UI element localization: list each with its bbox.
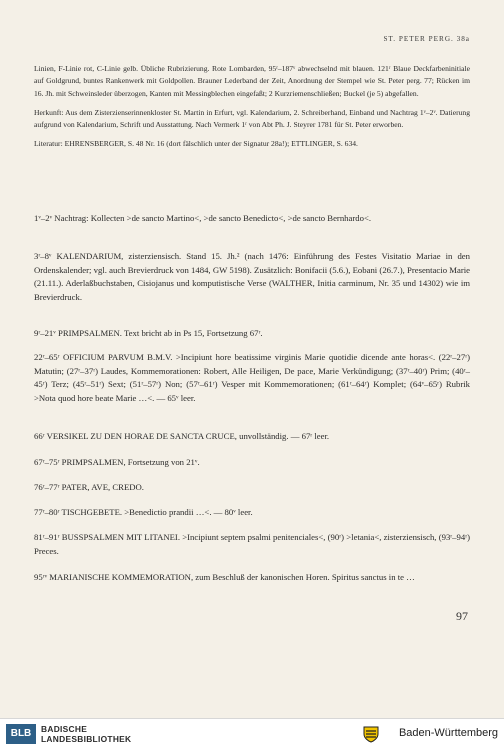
description-paragraph-literature: Literatur: EHRENSBERGER, S. 48 Nr. 16 (dort fälschlich unter der Signatur 28a!); ETTLINGER, S. 634. [34, 139, 358, 149]
description-section [34, 63, 470, 151]
viewer-footer [0, 718, 504, 749]
blb-wordmark[interactable]: BADISCHE LANDESBIBLIOTHEK [41, 724, 132, 744]
coat-of-arms-icon [362, 725, 380, 743]
entry-marianische-kommemoration: 95ʳᵛ MARIANISCHE KOMMEMORATION, zum Beschluß der kanonischen Horen. Spiritus sanctus in te … [34, 572, 415, 582]
page-number: 97 [456, 609, 468, 623]
blb-logo-icon[interactable]: BLB [6, 724, 36, 744]
entry-primpsalmen-1: 9ʳ–21ᵛ PRIMPSALMEN. Text bricht ab in Ps 15, Fortsetzung 67ʳ. [34, 328, 263, 338]
description-paragraph-provenance: Herkunft: Aus dem Zisterzienserinnenkloster St. Martin in Erfurt, vgl. Kalendarium, 2. Schreiberhand, Einband und Nachtrag 1ᵛ–2ᵛ. Datierung aufgrund von Kalendarium, Schrift und Ausstattung. Nach Vermerk 1ʳ von Abt Ph. J. Steyrer 1781 für St. Peter erworben. [34, 107, 470, 130]
entry-pater-ave-credo: 76ʳ–77ʳ PATER, AVE, CREDO. [34, 482, 144, 492]
entry-nachtrag: 1ᵛ–2ᵛ Nachtrag: Kollecten >de sancto Martino<, >de sancto Benedicto<, >de sancto Bernhardo<. [34, 213, 372, 223]
entry-primpsalmen-2: 67ʳ–75ʳ PRIMPSALMEN, Fortsetzung von 21ᵛ. [34, 457, 200, 467]
baden-wuerttemberg-wordmark[interactable]: Baden-Württemberg [398, 727, 498, 739]
running-head: ST. PETER PERG. 38a [383, 35, 470, 43]
entry-busspsalmen: 81ʳ–91ʳ BUSSPSALMEN MIT LITANEI. >Incipiunt septem psalmi penitenciales<, (90ʳ) >letania<, zisterziensisch, (93ʳ–94ʳ) Preces. [34, 532, 470, 556]
entry-versikel: 66ʳ VERSIKEL ZU DEN HORAE DE SANCTA CRUCE, unvollständig. — 67ʳ leer. [34, 431, 330, 441]
description-paragraph-physical: Linien, F-Linie rot, C-Linie gelb. Übliche Rubrizierung. Rote Lombarden, 95ʳ–187ᵛ abwechselnd mit blauen. 121ʳ Blaue Deckfarbeninitiale auf Goldgrund, buntes Rankenwerk mit Goldpollen. Brauner Lederband der Zeit, Anordnung der Stempel wie St. Peter perg. 77; Rücken im 16. Jh. mit Schweinsleder überzogen, Kanten mit Messingblechen eingefaßt; 2 Kurzriemenschließen; Buckel (je 5) abgefallen. [34, 64, 470, 98]
entry-officium-parvum: 22ʳ–65ʳ OFFICIUM PARVUM B.M.V. >Incipiunt hore beatissime virginis Marie quotidie dicende ante horas<. (22ʳ–27ʳ) Matutin; (27ʳ–37ʳ) Laudes, Kommemorationen: Robert, Alle Heiligen, De pace, Marie Verkündigung; (37ʳ–40ʳ) Prim; (40ʳ–45ʳ) Terz; (45ʳ–51ʳ) Sext; (51ʳ–57ʳ) Non; (57ʳ–61ʳ) Vesper mit Kommemorationen; (61ʳ–64ʳ) Komplet; (64ᵛ–65ʳ) Rubrik >Nota quod hore beate Marie …<. — 65ᵛ leer. [34, 352, 470, 403]
entry-kalendarium: 3ʳ–8ᵛ KALENDARIUM, zisterziensisch. Stand 15. Jh.² (nach 1476: Einführung des Festes Visitatio Mariae in den Ordenskalender; vgl. auch Brevierdruck von 1484, GW 5198). Zusätzlich: Bonifacii (5.6.), Eobani (26.7.), Presentacio Marie (21.11.). Aderlaßbuchstaben, Cisiojanus und komputistische Verse (WALTHER, Initia carminum, Nr. 35 und 14302) wie im Brevierdruck. [34, 251, 470, 302]
entry-tischgebete: 77ʳ–80ʳ TISCHGEBETE. >Benedictio prandii …<. — 80ᵛ leer. [34, 507, 253, 517]
